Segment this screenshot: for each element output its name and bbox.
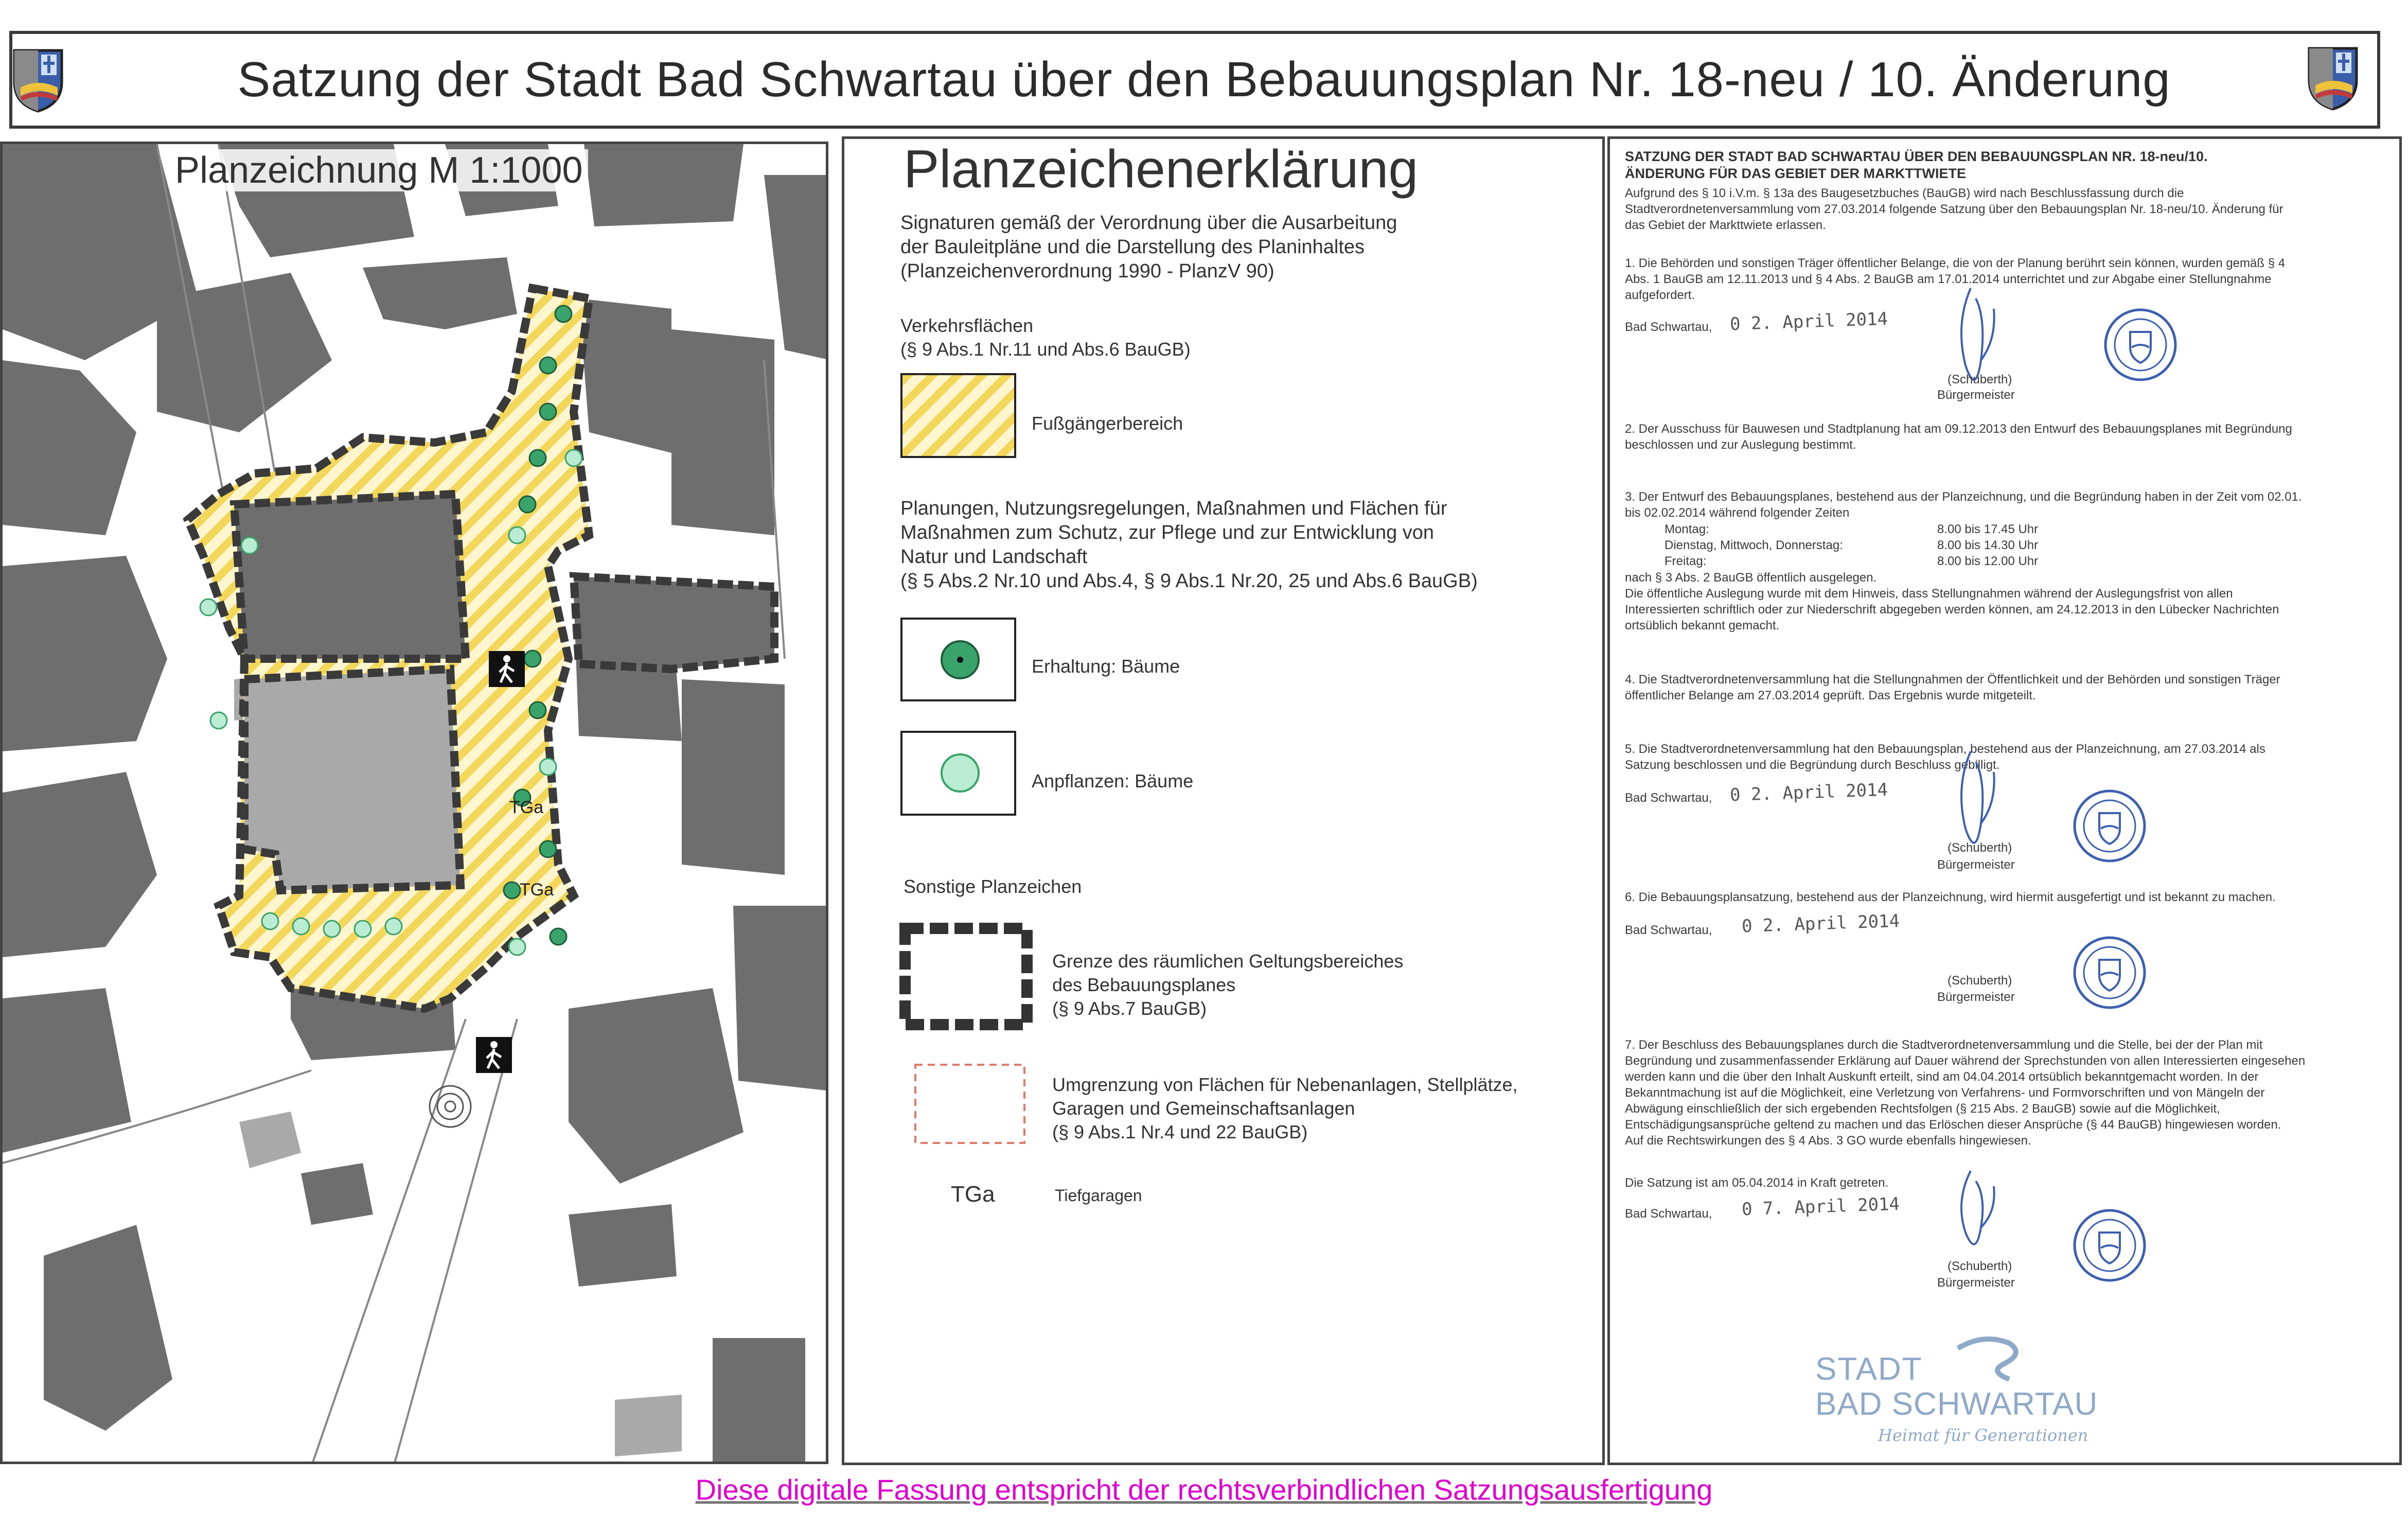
date-1: 0 2. April 2014 (1729, 308, 1888, 335)
ancillary-label-line: (§ 9 Abs.1 Nr.4 und 22 BauGB) (1052, 1121, 1308, 1142)
date-4: 0 7. April 2014 (1741, 1193, 1900, 1220)
signer-name-3: (Schuberth) (1947, 974, 2012, 988)
tga-label: TGa (509, 798, 544, 817)
plan-map (3, 144, 828, 1464)
paragraph-line: Interessierten schriftlich oder zur Niederschrift abgegeben werden können, am 24.12.2013 in den Lübecker Nachrichten (1625, 603, 2279, 617)
signature-4 (1945, 1166, 2007, 1269)
tree-keep-icon (902, 620, 1014, 699)
place-2: Bad Schwartau, (1625, 791, 1712, 805)
ancillary-label (1052, 1073, 1518, 1144)
nature-heading (900, 497, 1478, 593)
paragraph-line: 5. Die Stadtverordnetenversammlung hat den Bebauungsplan, bestehend aus der Planzeichnung, am 27.03.2014 als (1625, 742, 2265, 756)
map-title: Planzeichnung M 1:1000 (170, 149, 588, 191)
pedestrian-sign-icon (489, 651, 525, 687)
paragraph-line: 1. Die Behörden und sonstigen Träger öffentlicher Belange, die von der Planung berührt sein können, wurden gemäß § 4 (1625, 256, 2286, 270)
paragraph-line: 6. Die Bebauungsplansatzung, bestehend aus der Planzeichnung, wird hiermit ausgefertigt und ist bekannt zu machen. (1625, 890, 2276, 904)
paragraph-line: Abs. 1 BauGB am 12.11.2013 und § 4 Abs. 2 BauGB am 17.01.2014 unterrichtet und zur Abgabe einer Stellungnahme (1625, 272, 2272, 286)
city-logo-line1: STADT (1815, 1351, 1923, 1387)
tree-keep-label: Erhaltung: Bäume (1032, 656, 1180, 677)
paragraph-line: werden kann und die über den Inhalt Auskunft erteilt, sind am 04.04.2014 ortsüblich bekanntgemacht worden. In der (1625, 1070, 2259, 1084)
date-2: 0 2. April 2014 (1729, 779, 1888, 806)
paragraph-line: beschlossen und zur Auslegung bestimmt. (1625, 438, 1856, 452)
pedestrian-sign-icon-2 (476, 1037, 512, 1073)
paragraph-2 (1625, 421, 2292, 453)
legend-intro-line: Signaturen gemäß der Verordnung über die Ausarbeitung (900, 212, 1397, 234)
paragraph-line: Die öffentliche Auslegung wurde mit dem Hinweis, dass Stellungnahmen während der Auslegungsfrist von allen (1625, 587, 2233, 601)
paragraph-4 (1625, 672, 2280, 703)
signer-role-2: Bürgermeister (1937, 858, 2015, 872)
paragraph-7 (1625, 1037, 2305, 1149)
paragraph-line: nach § 3 Abs. 2 BauGB öffentlich ausgelegen. (1625, 571, 1877, 585)
nature-heading-line: Natur und Landschaft (900, 546, 1088, 568)
city-seal-icon-2 (2071, 787, 2148, 865)
legend-intro (900, 211, 1397, 284)
city-crest-icon (10, 46, 66, 113)
city-seal-icon-4 (2071, 1207, 2148, 1284)
paragraph-line: Begründung und zusammenfassender Erklärung auf Dauer während der Sprechstunden von allen Interessierten eingesehen (1625, 1054, 2306, 1068)
paragraph-line: öffentlicher Belange am 27.03.2014 geprüft. Das Ergebnis wurde mitgeteilt. (1625, 689, 2036, 702)
tga-label-2: TGa (520, 880, 554, 900)
city-crest-icon-right (2305, 44, 2361, 111)
tga-symbol: TGa (951, 1182, 995, 1207)
legend-heading: Planzeichenerklärung (904, 139, 1419, 199)
paragraph-line: Abwägung einschließlich der sich ergebenden Rechtsfolgen (§ 215 Abs. 2 BauGB) sowie auf die Möglichkeit, (1625, 1102, 2220, 1116)
opening-time: 8.00 bis 17.45 Uhr (1937, 522, 2039, 536)
paragraph-line: bis 02.02.2014 während folgender Zeiten (1625, 506, 1850, 520)
nature-heading-line: Maßnahmen zum Schutz, zur Pflege und zur Entwicklung von (900, 522, 1435, 543)
paragraph-line: 7. Der Beschluss des Bebauungsplanes durch die Stadtverordnetenversammlung und die Stelle, bei der der Plan mit (1625, 1038, 2263, 1052)
opening-times (1937, 521, 2038, 569)
preamble-line: Stadtverordnetenversammlung vom 27.03.2014 folgende Satzung über den Bebauungsplan Nr. 18-neu/10. Änderung für (1625, 202, 2283, 216)
boundary-label-line: des Bebauungsplanes (1052, 974, 1236, 995)
traffic-heading-text: Verkehrsflächen (900, 315, 1034, 336)
nature-heading-line: Planungen, Nutzungsregelungen, Maßnahmen und Flächen für (900, 498, 1447, 519)
paragraph-3-rest (1625, 570, 2279, 634)
city-logo-wave-icon (1953, 1333, 2030, 1389)
tree-plant-icon (902, 733, 1014, 814)
boundary-label-line: (§ 9 Abs.7 BauGB) (1052, 998, 1207, 1019)
paragraph-line: 2. Der Ausschuss für Bauwesen und Stadtplanung hat am 09.12.2013 den Entwurf des Bebauungsplanes mit Begründung (1625, 422, 2292, 436)
place-3: Bad Schwartau, (1625, 923, 1712, 937)
boundary-symbol (898, 921, 1034, 1032)
in-force-note: Die Satzung ist am 05.04.2014 in Kraft getreten. (1625, 1176, 1889, 1190)
preamble-line: Aufgrund des § 10 i.V.m. § 13a des Baugesetzbuches (BauGB) wird nach Beschlussfassung durch die (1625, 186, 2184, 200)
other-heading: Sonstige Planzeichen (904, 876, 1082, 897)
paragraph-3 (1625, 489, 2302, 521)
paragraph-line: Satzung beschlossen und die Begründung durch Beschluss gebilligt. (1625, 758, 2000, 772)
ancillary-label-line: Garagen und Gemeinschaftsanlagen (1052, 1098, 1355, 1119)
ordinance-heading-line: SATZUNG DER STADT BAD SCHWARTAU ÜBER DEN BEBAUUNGSPLAN NR. 18-neu/10. (1625, 149, 2208, 164)
opening-day: Montag: (1665, 522, 1709, 536)
ordinance-heading (1625, 148, 2208, 182)
tree-plant-symbol (900, 731, 1016, 816)
ancillary-area-symbol (913, 1063, 1026, 1145)
signer-role-1: Bürgermeister (1937, 388, 2015, 402)
paragraph-6 (1625, 889, 2276, 905)
tree-keep-symbol (900, 618, 1016, 701)
opening-day: Dienstag, Mittwoch, Donnerstag: (1665, 538, 1843, 552)
opening-time: 8.00 bis 12.00 Uhr (1937, 554, 2039, 568)
date-3: 0 2. April 2014 (1741, 910, 1900, 937)
paragraph-line: Auf die Rechtswirkungen des § 4 Abs. 3 GO wurde ebenfalls hingewiesen. (1625, 1134, 2031, 1148)
place-1: Bad Schwartau, (1625, 320, 1712, 334)
traffic-heading (900, 314, 1191, 361)
traffic-ref-text: (§ 9 Abs.1 Nr.11 und Abs.6 BauGB) (900, 339, 1191, 360)
paragraph-line: Bekanntmachung ist auf die Möglichkeit, eine Verletzung von Verfahrens- und Formvorschriften und von Mängeln der (1625, 1086, 2265, 1100)
paragraph-line: 3. Der Entwurf des Bebauungsplanes, bestehend aus der Planzeichnung, und die Begründung haben in der Zeit vom 02.01. (1625, 490, 2302, 504)
signer-name-1: (Schuberth) (1947, 373, 2012, 386)
city-logo-tagline: Heimat für Generationen (1878, 1426, 2088, 1445)
city-seal-icon (2102, 306, 2179, 383)
paragraph-line: ortsüblich bekannt gemacht. (1625, 619, 1780, 632)
footer-notice: Diese digitale Fassung entspricht der rechtsverbindlichen Satzungsausfertigung (695, 1473, 1713, 1506)
page-title: Satzung der Stadt Bad Schwartau über den Bebauungsplan Nr. 18-neu / 10. Änderung (237, 52, 2171, 107)
tga-legend-label: Tiefgaragen (1055, 1186, 1142, 1205)
opening-days (1665, 521, 1843, 569)
legend-intro-line: (Planzeichenverordnung 1990 - PlanzV 90) (900, 260, 1274, 282)
legend-intro-line: der Bauleitpläne und die Darstellung des Planinhaltes (900, 236, 1365, 258)
signer-role-4: Bürgermeister (1937, 1276, 2015, 1290)
opening-time: 8.00 bis 14.30 Uhr (1937, 538, 2039, 552)
pedestrian-label: Fußgängerbereich (1032, 413, 1183, 434)
city-seal-icon-3 (2071, 934, 2148, 1011)
signer-name-4: (Schuberth) (1947, 1259, 2012, 1273)
nature-heading-line: (§ 5 Abs.2 Nr.10 und Abs.4, § 9 Abs.1 Nr.20, 25 und Abs.6 BauGB) (900, 570, 1478, 592)
signer-role-3: Bürgermeister (1937, 990, 2015, 1004)
boundary-label-line: Grenze des räumlichen Geltungsbereiches (1052, 951, 1404, 972)
boundary-label (1052, 949, 1403, 1021)
city-logo-line2: BAD SCHWARTAU (1815, 1386, 2098, 1422)
opening-day: Freitag: (1665, 554, 1707, 568)
ordinance-heading-line: ÄNDERUNG FÜR DAS GEBIET DER MARKTTWIETE (1625, 166, 1966, 181)
preamble (1625, 185, 2283, 233)
paragraph-line: aufgefordert. (1625, 288, 1695, 302)
ancillary-label-line: Umgrenzung von Flächen für Nebenanlagen, Stellplätze, (1052, 1074, 1518, 1095)
place-4: Bad Schwartau, (1625, 1207, 1712, 1221)
paragraph-line: 4. Die Stadtverordnetenversammlung hat die Stellungnahmen der Öffentlichkeit und der Behörden und sonstigen Träger (1625, 673, 2280, 687)
tree-plant-label: Anpflanzen: Bäume (1032, 770, 1194, 791)
preamble-line: das Gebiet der Markttwiete erlassen. (1625, 218, 1826, 232)
plan-drawing-panel (0, 142, 828, 1464)
pedestrian-area-symbol (900, 373, 1016, 458)
signer-name-2: (Schuberth) (1947, 841, 2012, 855)
paragraph-line: Entschädigungsansprüche geltend zu machen und das Erlöschen dieser Ansprüche (§ 44 BauGB) hingewiesen worden. (1625, 1118, 2281, 1132)
